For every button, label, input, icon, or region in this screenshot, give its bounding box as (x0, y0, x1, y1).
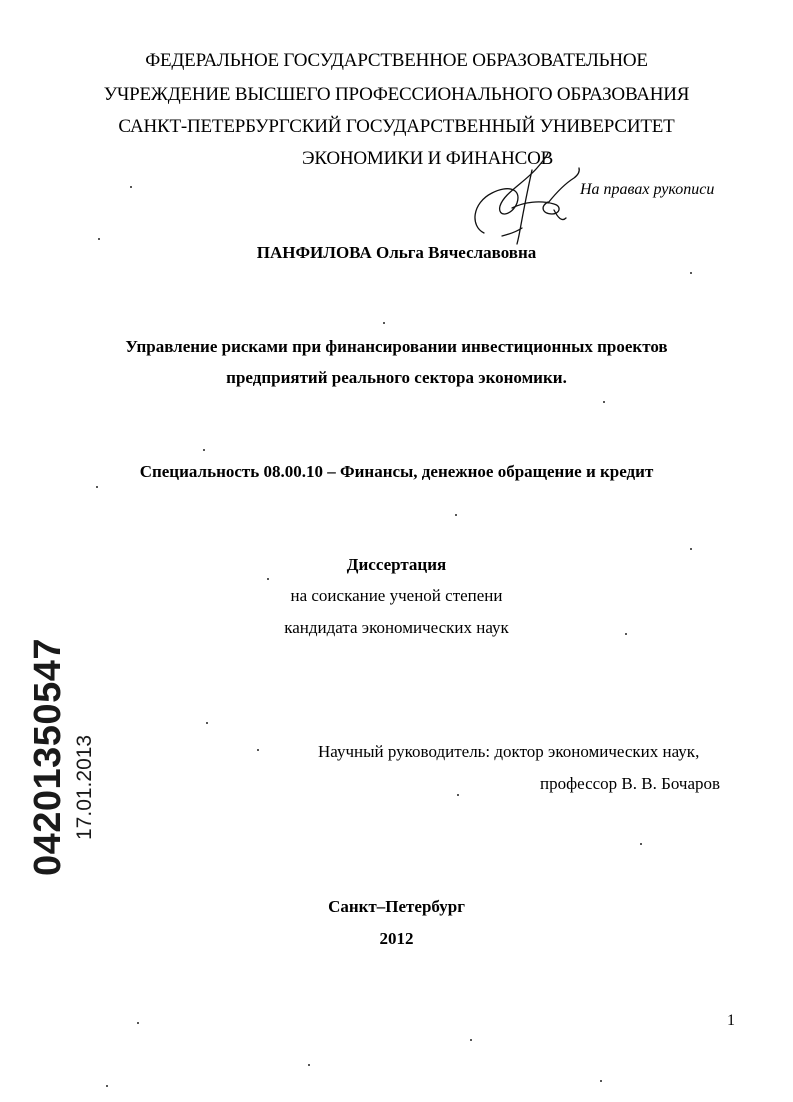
dissertation-title-line-2: предприятий реального сектора экономики. (226, 368, 567, 387)
year: 2012 (379, 929, 414, 948)
degree-line-1: на соискание ученой степени (290, 586, 503, 605)
scan-speck (130, 186, 132, 188)
scan-speck (640, 843, 642, 845)
scan-speck (96, 486, 98, 488)
scan-speck (603, 401, 605, 403)
header-line-3: САНКТ-ПЕТЕРБУРГСКИЙ ГОСУДАРСТВЕННЫЙ УНИВЕРСИТЕТ (118, 116, 675, 137)
scan-speck (308, 1064, 310, 1066)
dissertation-title-line-1: Управление рисками при финансировании инвестиционных проектов (125, 337, 668, 356)
specialty: Специальность 08.00.10 – Финансы, денежное обращение и кредит (139, 462, 654, 481)
library-stamp-date: 17.01.2013 (73, 734, 96, 840)
scan-speck (257, 749, 259, 751)
scan-speck (470, 1039, 472, 1041)
scan-speck (457, 794, 459, 796)
scan-speck (98, 238, 100, 240)
supervisor-line-2: профессор В. В. Бочаров (540, 774, 721, 793)
scan-speck (203, 449, 205, 451)
header-line-1: ФЕДЕРАЛЬНОЕ ГОСУДАРСТВЕННОЕ ОБРАЗОВАТЕЛЬНОЕ (145, 50, 648, 71)
author-name: ПАНФИЛОВА Ольга Вячеславовна (256, 243, 537, 262)
city: Санкт–Петербург (328, 897, 465, 916)
scan-speck (383, 322, 385, 324)
degree-line-2: кандидата экономических наук (284, 618, 509, 637)
scan-speck (206, 722, 208, 724)
manuscript-note: На правах рукописи (580, 181, 715, 198)
scan-speck (137, 1022, 139, 1024)
scan-speck (455, 514, 457, 516)
page-number: 1 (727, 1012, 735, 1029)
scan-speck (625, 633, 627, 635)
header-line-2: УЧРЕЖДЕНИЕ ВЫСШЕГО ПРОФЕССИОНАЛЬНОГО ОБРАЗОВАНИЯ (103, 84, 690, 105)
supervisor-line-1: Научный руководитель: доктор экономических наук, (318, 742, 700, 761)
library-stamp-code: 04201350547 (27, 638, 69, 876)
scan-speck (106, 1085, 108, 1087)
scan-speck (690, 272, 692, 274)
scan-speck (690, 548, 692, 550)
degree-label: Диссертация (346, 555, 447, 574)
header-line-4: ЭКОНОМИКИ И ФИНАНСОВ (302, 148, 554, 169)
scan-speck (267, 578, 269, 580)
scan-speck (600, 1080, 602, 1082)
signature-image (462, 148, 592, 248)
